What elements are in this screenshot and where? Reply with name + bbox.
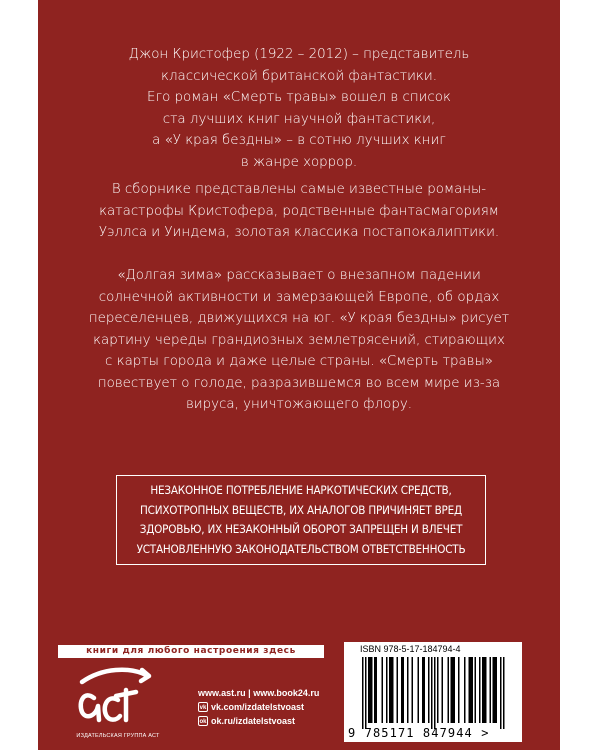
publisher-links bbox=[198, 686, 319, 728]
barcode bbox=[350, 657, 518, 729]
legal-warning-box bbox=[116, 475, 486, 565]
text-line: переселенцев, движущихся на юг. «У края бездны» рисует bbox=[88, 311, 510, 326]
barcode-bar bbox=[442, 657, 444, 723]
barcode-bar bbox=[464, 657, 466, 723]
back-cover bbox=[38, 0, 560, 750]
barcode-bar bbox=[458, 657, 460, 723]
barcode-bar bbox=[374, 657, 376, 723]
barcode-bar bbox=[470, 657, 472, 723]
barcode-bar bbox=[386, 657, 388, 723]
ast-logo bbox=[72, 660, 162, 735]
barcode-bar bbox=[403, 657, 405, 723]
barcode-bar bbox=[401, 657, 403, 723]
text-line: Джон Кристофер (1922 – 2012) – представитель bbox=[128, 47, 470, 62]
ok-link[interactable] bbox=[198, 714, 319, 728]
barcode-bar bbox=[475, 657, 477, 723]
barcode-bar bbox=[469, 657, 471, 723]
text-line: повествует о голоде, разразившемся во всем мире из-за bbox=[97, 375, 501, 391]
isbn-barcode-block bbox=[344, 642, 522, 742]
barcode-bar bbox=[397, 657, 399, 723]
text-line: ста лучших книг научной фантастики, bbox=[162, 111, 436, 127]
barcode-bar bbox=[362, 657, 364, 729]
barcode-bar bbox=[496, 657, 498, 723]
barcode-bar bbox=[437, 657, 439, 723]
publisher-caption: ИЗДАТЕЛЬСКАЯ ГРУППА АСТ bbox=[76, 733, 160, 739]
isbn-label: ISBN 978-5-17-184794-4 bbox=[360, 644, 461, 654]
website-links[interactable]: www.ast.ru | www.book24.ru bbox=[198, 688, 320, 698]
barcode-bar bbox=[365, 657, 367, 729]
barcode-bar bbox=[371, 657, 373, 723]
barcode-bar bbox=[370, 657, 372, 723]
vk-icon: vk bbox=[198, 702, 208, 712]
barcode-bar bbox=[500, 657, 502, 729]
text-line: картину череды грандиозных землетрясений, стирающих bbox=[93, 332, 505, 348]
barcode-bar bbox=[482, 657, 484, 723]
ok-icon: ok bbox=[198, 716, 208, 726]
synopsis-paragraph bbox=[38, 265, 560, 416]
barcode-bar bbox=[434, 657, 436, 729]
warning-line: ЗДОРОВЬЮ, ИХ НЕЗАКОННЫЙ ОБОРОТ ЗАПРЕЩЕН И ВЛЕЧЕТ bbox=[139, 522, 463, 537]
barcode-bar bbox=[452, 657, 454, 723]
barcode-bar bbox=[451, 657, 453, 723]
text-line: в жанре хоррор. bbox=[240, 154, 358, 170]
warning-line: НЕЗАКОННОЕ ПОТРЕБЛЕНИЕ НАРКОТИЧЕСКИХ СРЕДСТВ, bbox=[150, 483, 452, 497]
barcode-bar bbox=[448, 657, 450, 723]
barcode-bar bbox=[368, 657, 370, 723]
text-line: «Долгая зима» рассказывает о внезапном падении bbox=[117, 268, 481, 283]
barcode-bar bbox=[376, 657, 378, 723]
text-line: а «У края бездны» – в сотню лучших книг bbox=[152, 133, 446, 148]
barcode-digits: 9 785171 847944 > bbox=[348, 726, 490, 740]
warning-line: УСТАНОВЛЕННУЮ ЗАКОНОДАТЕЛЬСТВОМ ОТВЕТСТВЕННОСТЬ bbox=[136, 541, 466, 556]
barcode-bar bbox=[484, 657, 486, 723]
barcode-bar bbox=[407, 657, 409, 723]
vk-link[interactable] bbox=[198, 700, 319, 714]
text-line: катастрофы Кристофера, родственные фантасмагориям bbox=[99, 203, 499, 219]
text-line: вируса, уничтожающего флору. bbox=[185, 397, 413, 412]
publisher-tagline: книги для любого настроения здесь bbox=[58, 645, 324, 658]
barcode-bar bbox=[454, 657, 456, 723]
barcode-bar bbox=[424, 657, 426, 723]
barcode-bar bbox=[431, 657, 433, 729]
barcode-bar bbox=[382, 657, 384, 723]
barcode-bar bbox=[503, 657, 505, 729]
text-line: солнечной активности и замерзающей Европе, об ордах bbox=[98, 289, 500, 305]
barcode-bar bbox=[490, 657, 492, 723]
vk-link-text: vk.com/izdatelstvoast bbox=[211, 702, 305, 712]
barcode-bar bbox=[391, 657, 393, 723]
barcode-bar bbox=[493, 657, 495, 723]
collection-paragraph bbox=[38, 179, 560, 244]
text-line: Его роман «Смерть травы» вошел в список bbox=[147, 90, 451, 105]
barcode-bar bbox=[412, 657, 414, 723]
barcode-bar bbox=[422, 657, 424, 723]
barcode-bar bbox=[494, 657, 496, 723]
barcode-bar bbox=[418, 657, 420, 723]
barcode-bar bbox=[485, 657, 487, 723]
text-line: с карты города и даже целые страны. «Смерть травы» bbox=[105, 354, 493, 369]
ok-link-text: ok.ru/izdatelstvoast bbox=[211, 716, 296, 726]
barcode-bar bbox=[389, 657, 391, 723]
barcode-bar bbox=[472, 657, 474, 723]
barcode-bar bbox=[479, 657, 481, 723]
text-line: В сборнике представлены самые известные романы- bbox=[111, 182, 487, 197]
text-line: Уэллса и Уиндема, золотая классика постапокалиптики. bbox=[98, 225, 500, 240]
barcode-bar bbox=[428, 657, 430, 723]
warning-line: ПСИХОТРОПНЫХ ВЕЩЕСТВ, ИХ АНАЛОГОВ ПРИЧИНЯЕТ ВРЕД bbox=[140, 502, 462, 517]
author-bio-paragraph bbox=[38, 44, 560, 173]
text-line: классической британской фантастики. bbox=[161, 68, 437, 84]
barcode-bar bbox=[392, 657, 394, 723]
